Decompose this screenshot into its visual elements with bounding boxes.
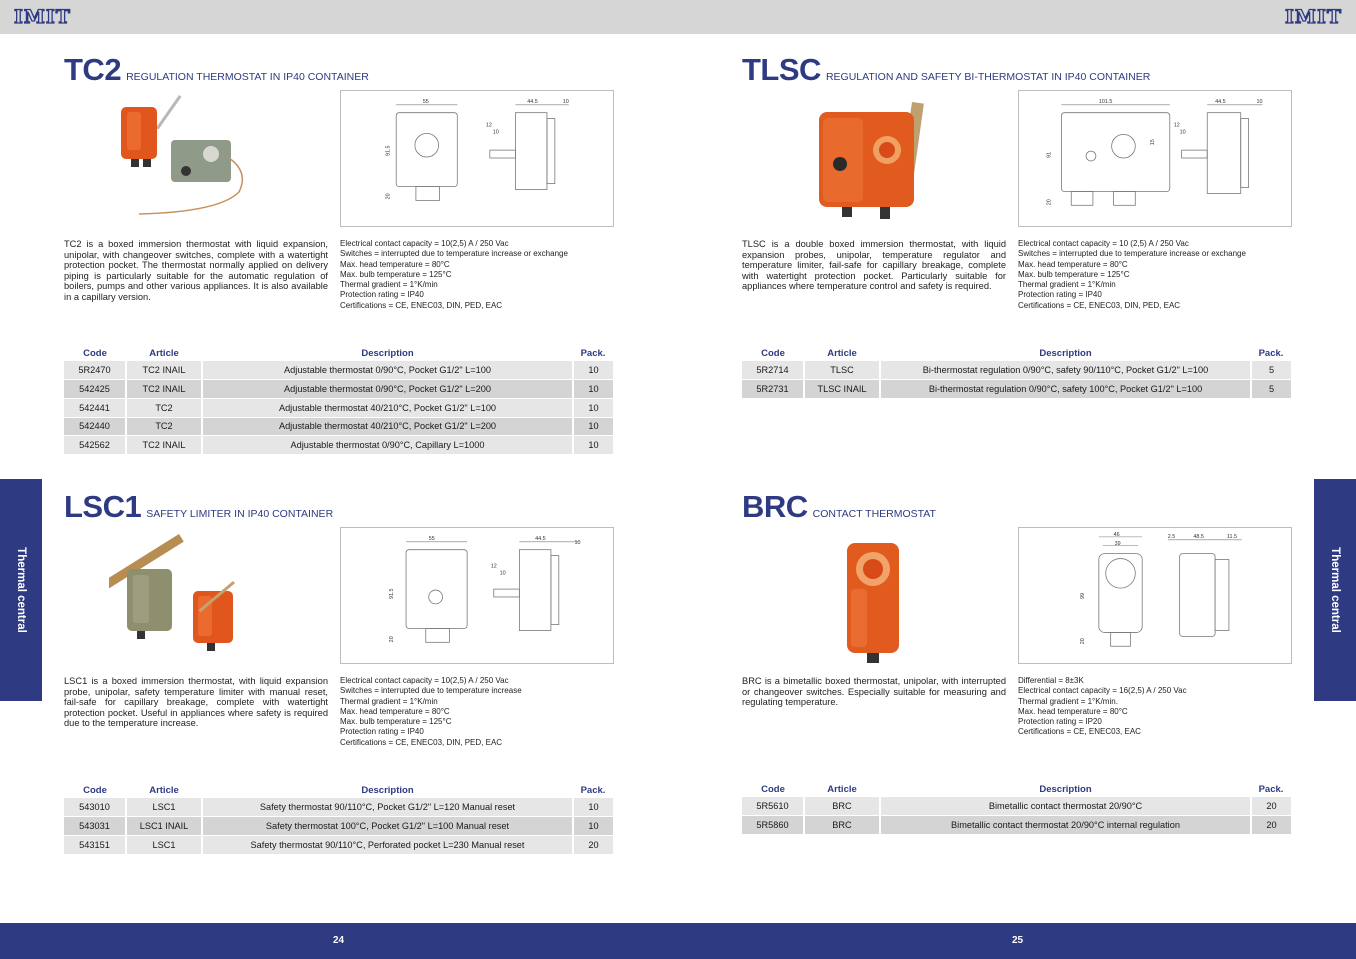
table-row bbox=[742, 797, 1291, 816]
spec-line: Switches = interrupted due to temperature increase or exchange bbox=[340, 249, 568, 259]
spec-line: Electrical contact capacity = 16(2,5) A / 250 Vac bbox=[1018, 686, 1187, 696]
dim-extra: 15 bbox=[1150, 139, 1157, 146]
product-subtitle: REGULATION AND SAFETY BI-THERMOSTAT IN IP40 CONTAINER bbox=[825, 71, 1151, 83]
dim-pocket-1: 12 bbox=[490, 563, 497, 570]
cell-description: Adjustable thermostat 0/90°C, Pocket G1/2" L=200 bbox=[202, 380, 573, 399]
col-header-pack: Pack. bbox=[1258, 784, 1284, 795]
product-description: BRC is a bimetallic boxed thermostat, unipolar, with interrupted or changeover switches. Especially suitable for measuring and regulating temperature. bbox=[742, 676, 1006, 708]
side-tab-left bbox=[0, 479, 42, 701]
col-header-description: Description bbox=[1039, 348, 1092, 359]
table-row bbox=[64, 361, 613, 380]
dim-height: 91.5 bbox=[389, 588, 396, 599]
table-row bbox=[64, 798, 613, 817]
product-title bbox=[64, 52, 369, 88]
cell-pack: 5 bbox=[1251, 361, 1291, 380]
spec-line: Thermal gradient = 1°K/min bbox=[340, 280, 438, 290]
product-table bbox=[742, 780, 1291, 835]
cell-description: Safety thermostat 90/110°C, Pocket G1/2" L=120 Manual reset bbox=[202, 798, 573, 817]
cell-description: Bimetallic contact thermostat 20/90°C internal regulation bbox=[880, 816, 1251, 835]
product-table bbox=[742, 344, 1291, 399]
cell-pack: 10 bbox=[573, 361, 613, 380]
table-row bbox=[742, 380, 1291, 399]
dim-depth: 44.5 bbox=[535, 535, 546, 542]
cell-article: TC2 INAIL bbox=[126, 380, 202, 399]
product-photo bbox=[787, 529, 982, 674]
spec-line: Max. bulb temperature = 125°C bbox=[340, 269, 452, 279]
product-title bbox=[742, 489, 936, 525]
side-tab-left-label: Thermal central bbox=[15, 547, 27, 633]
product-name: TC2 bbox=[64, 52, 122, 87]
dim-pocket-2: 10 bbox=[492, 129, 499, 136]
product-subtitle: CONTACT THERMOSTAT bbox=[812, 508, 936, 520]
product-name: LSC1 bbox=[64, 489, 142, 524]
spec-line: Certifications = CE, ENEC03, EAC bbox=[1018, 727, 1141, 737]
cell-article: TLSC INAIL bbox=[804, 380, 880, 399]
cell-article: LSC1 bbox=[126, 798, 202, 817]
spec-line: Protection rating = IP40 bbox=[1018, 290, 1102, 300]
spec-line: Certifications = CE, ENEC03, DIN, PED, EAC bbox=[340, 737, 503, 747]
dim-height: 99 bbox=[1080, 592, 1087, 599]
spec-line: Certifications = CE, ENEC03, DIN, PED, EAC bbox=[340, 300, 503, 310]
spec-line: Differential = 8±3K bbox=[1018, 676, 1084, 685]
cell-description: Bi-thermostat regulation 0/90°C, safety 100°C, Pocket G1/2" L=100 bbox=[880, 380, 1251, 399]
product-subtitle: SAFETY LIMITER IN IP40 CONTAINER bbox=[146, 508, 334, 520]
spec-line: Max. bulb temperature = 125°C bbox=[1018, 269, 1130, 279]
cell-pack: 20 bbox=[1251, 797, 1291, 816]
dim-depth-2: 48.5 bbox=[1193, 533, 1204, 540]
dim-width: 55 bbox=[428, 535, 435, 542]
dim-depth: 44.5 bbox=[1215, 98, 1226, 105]
table-row bbox=[64, 835, 613, 854]
dim-pocket-2: 10 bbox=[499, 570, 506, 577]
cell-article: LSC1 bbox=[126, 835, 202, 854]
col-header-article: Article bbox=[149, 785, 179, 796]
dim-width: 55 bbox=[422, 98, 429, 105]
dim-base: 20 bbox=[1046, 199, 1053, 206]
col-header-article: Article bbox=[827, 784, 857, 795]
spec-line: Electrical contact capacity = 10 (2,5) A / 250 Vac bbox=[1018, 239, 1189, 248]
col-header-article: Article bbox=[827, 348, 857, 359]
cell-article: TC2 bbox=[126, 417, 202, 436]
technical-drawing bbox=[340, 527, 614, 664]
product-title bbox=[742, 52, 1150, 88]
cell-code: 542441 bbox=[64, 398, 126, 417]
page-number-left: 24 bbox=[333, 935, 345, 946]
product-specs bbox=[1018, 239, 1294, 311]
cell-code: 542562 bbox=[64, 436, 126, 455]
dim-pocket-1: 12 bbox=[1173, 122, 1180, 129]
cell-article: LSC1 INAIL bbox=[126, 817, 202, 836]
dim-height: 91 bbox=[1046, 151, 1053, 159]
spec-line: Max. head temperature = 80°C bbox=[340, 259, 450, 269]
table-row bbox=[64, 817, 613, 836]
spec-line: Thermal gradient = 1°K/min. bbox=[1018, 696, 1118, 706]
product-photo bbox=[109, 92, 304, 237]
spec-line: Certifications = CE, ENEC03, DIN, PED, EAC bbox=[1018, 300, 1181, 310]
spec-line: Max. head temperature = 80°C bbox=[340, 706, 450, 716]
cell-pack: 10 bbox=[573, 817, 613, 836]
side-tab-right-label: Thermal central bbox=[1329, 547, 1341, 633]
table-row bbox=[64, 417, 613, 436]
dim-height: 91.5 bbox=[385, 145, 392, 157]
dim-depth: 44.5 bbox=[527, 98, 538, 105]
product-table bbox=[64, 781, 613, 855]
spec-line: Protection rating = IP20 bbox=[1018, 717, 1102, 727]
table-row bbox=[64, 398, 613, 417]
spec-line: Max. bulb temperature = 125°C bbox=[340, 717, 452, 727]
spec-line: Protection rating = IP40 bbox=[340, 290, 424, 300]
product-section-tc2 bbox=[64, 52, 616, 462]
cell-code: 5R5860 bbox=[742, 816, 804, 835]
cell-pack: 10 bbox=[573, 436, 613, 455]
spec-line: Max. head temperature = 80°C bbox=[1018, 706, 1128, 716]
cell-description: Adjustable thermostat 0/90°C, Capillary L=1000 bbox=[202, 436, 573, 455]
product-title bbox=[64, 489, 333, 525]
product-section-lsc1 bbox=[64, 489, 616, 899]
dim-depth-2: 10 bbox=[1256, 98, 1263, 105]
cell-pack: 10 bbox=[573, 417, 613, 436]
product-description: TC2 is a boxed immersion thermostat with liquid expansion, unipolar, with changeover switches, complete with a watertight protection pocket. The thermostat normally applied on delivery piping is particularly suitable for the automatic regulation of boilers, pumps and other various appliances. It is also available in a capillary version. bbox=[64, 239, 328, 302]
cell-description: Adjustable thermostat 40/210°C, Pocket G1/2" L=100 bbox=[202, 398, 573, 417]
dim-base: 20 bbox=[1080, 638, 1087, 645]
product-specs bbox=[340, 676, 616, 748]
dim-base: 20 bbox=[389, 636, 396, 643]
brand-logo-left: IMIT bbox=[14, 6, 71, 28]
technical-drawing bbox=[1018, 527, 1292, 664]
product-specs bbox=[340, 239, 616, 311]
cell-pack: 10 bbox=[573, 380, 613, 399]
cell-description: Adjustable thermostat 0/90°C, Pocket G1/2" L=100 bbox=[202, 361, 573, 380]
cell-code: 5R2731 bbox=[742, 380, 804, 399]
spec-line: Thermal gradient = 1°K/min bbox=[1018, 280, 1116, 290]
cell-description: Safety thermostat 90/110°C, Perforated pocket L=230 Manual reset bbox=[202, 835, 573, 854]
cell-article: BRC bbox=[804, 816, 880, 835]
product-name: BRC bbox=[742, 489, 808, 524]
cell-pack: 10 bbox=[573, 398, 613, 417]
cell-description: Bi-thermostat regulation 0/90°C, safety 90/110°C, Pocket G1/2" L=100 bbox=[880, 361, 1251, 380]
dim-depth: 2.5 bbox=[1167, 533, 1176, 540]
col-header-description: Description bbox=[361, 348, 414, 359]
col-header-pack: Pack. bbox=[580, 785, 606, 796]
table-row bbox=[742, 816, 1291, 835]
cell-description: Adjustable thermostat 40/210°C, Pocket G1/2" L=200 bbox=[202, 417, 573, 436]
cell-code: 5R5610 bbox=[742, 797, 804, 816]
col-header-pack: Pack. bbox=[1258, 348, 1284, 359]
dim-width: 101.5 bbox=[1098, 98, 1113, 105]
product-photo bbox=[787, 92, 982, 237]
technical-drawing bbox=[1018, 90, 1292, 227]
cell-code: 5R2714 bbox=[742, 361, 804, 380]
table-row bbox=[742, 361, 1291, 380]
dim-depth-2: 10 bbox=[574, 539, 581, 546]
cell-code: 543151 bbox=[64, 835, 126, 854]
cell-article: BRC bbox=[804, 797, 880, 816]
col-header-code: Code bbox=[761, 348, 785, 359]
table-row bbox=[64, 380, 613, 399]
spec-line: Max. head temperature = 80°C bbox=[1018, 259, 1128, 269]
bottom-bar bbox=[0, 923, 1356, 959]
product-specs bbox=[1018, 676, 1294, 738]
cell-code: 543010 bbox=[64, 798, 126, 817]
product-description: TLSC is a double boxed immersion thermostat, with liquid expansion probes, unipolar, temperature regulator and temperature limiter, fail-safe for capillary breakage, complete with watertight protection pocket. Particularly suitable for appliances where temperature control and safety is required. bbox=[742, 239, 1006, 292]
cell-pack: 20 bbox=[573, 835, 613, 854]
product-section-tlsc bbox=[742, 52, 1294, 462]
col-header-code: Code bbox=[761, 784, 785, 795]
cell-code: 542425 bbox=[64, 380, 126, 399]
spec-line: Switches = interrupted due to temperature increase or exchange bbox=[1018, 249, 1246, 259]
dim-depth-3: 11.5 bbox=[1226, 533, 1238, 540]
product-section-brc bbox=[742, 489, 1294, 899]
dim-base: 20 bbox=[385, 193, 392, 200]
col-header-code: Code bbox=[83, 348, 107, 359]
cell-description: Bimetallic contact thermostat 20/90°C bbox=[880, 797, 1251, 816]
cell-article: TLSC bbox=[804, 361, 880, 380]
spec-line: Electrical contact capacity = 10(2,5) A / 250 Vac bbox=[340, 676, 509, 685]
cell-article: TC2 INAIL bbox=[126, 361, 202, 380]
cell-code: 5R2470 bbox=[64, 361, 126, 380]
col-header-description: Description bbox=[1039, 784, 1092, 795]
col-header-pack: Pack. bbox=[580, 348, 606, 359]
dim-depth-2: 10 bbox=[562, 98, 569, 105]
cell-code: 543031 bbox=[64, 817, 126, 836]
brand-logo-right: IMIT bbox=[1285, 6, 1342, 28]
dim-width-2: 39 bbox=[1114, 540, 1121, 547]
cell-code: 542440 bbox=[64, 417, 126, 436]
spec-line: Switches = interrupted due to temperature increase bbox=[340, 686, 522, 696]
cell-pack: 20 bbox=[1251, 816, 1291, 835]
dim-width: 46 bbox=[1113, 531, 1120, 538]
cell-article: TC2 bbox=[126, 398, 202, 417]
spec-line: Thermal gradient = 1°K/min bbox=[340, 696, 438, 706]
cell-description: Safety thermostat 100°C, Pocket G1/2" L=100 Manual reset bbox=[202, 817, 573, 836]
product-table bbox=[64, 344, 613, 455]
product-name: TLSC bbox=[742, 52, 821, 87]
cell-pack: 10 bbox=[573, 798, 613, 817]
page-number-right: 25 bbox=[1012, 935, 1024, 946]
spec-line: Protection rating = IP40 bbox=[340, 727, 424, 737]
spec-line: Electrical contact capacity = 10(2,5) A / 250 Vac bbox=[340, 239, 509, 248]
top-bar bbox=[0, 0, 1356, 34]
product-description: LSC1 is a boxed immersion thermostat, with liquid expansion probe, unipolar, safety temperature limiter with manual reset, fail-safe for capillary breakage, complete with watertight protection pocket. Useful in appliances where safety is required due to the temperature increase. bbox=[64, 676, 328, 729]
side-tab-right bbox=[1314, 479, 1356, 701]
product-subtitle: REGULATION THERMOSTAT IN IP40 CONTAINER bbox=[126, 71, 369, 83]
cell-article: TC2 INAIL bbox=[126, 436, 202, 455]
col-header-description: Description bbox=[361, 785, 414, 796]
col-header-code: Code bbox=[83, 785, 107, 796]
col-header-article: Article bbox=[149, 348, 179, 359]
table-row bbox=[64, 436, 613, 455]
cell-pack: 5 bbox=[1251, 380, 1291, 399]
dim-pocket-2: 10 bbox=[1179, 129, 1186, 136]
technical-drawing bbox=[340, 90, 614, 227]
dim-pocket-1: 12 bbox=[485, 122, 492, 129]
product-photo bbox=[109, 529, 304, 674]
